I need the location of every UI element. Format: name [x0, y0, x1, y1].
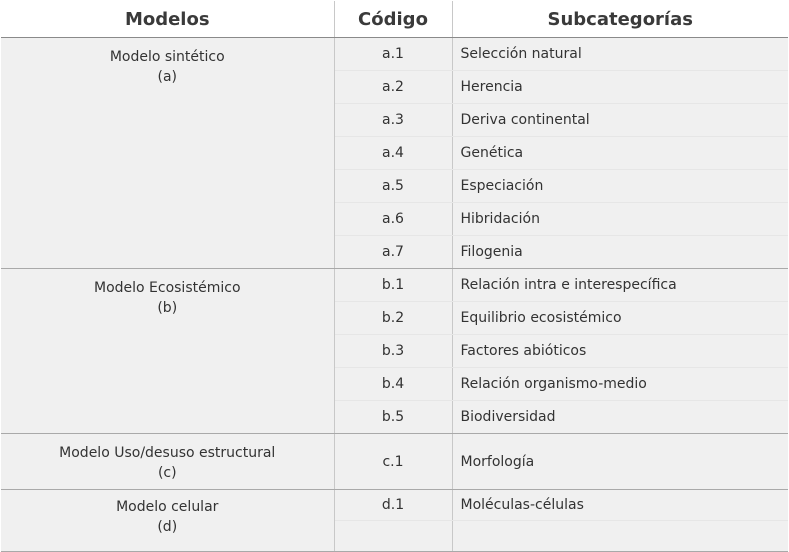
header-row [1, 1, 788, 38]
subcategory-cell: Filogenia [452, 236, 788, 269]
subcategories-table [1, 1, 788, 552]
code-cell [334, 521, 452, 552]
code-cell: a.4 [334, 137, 452, 170]
model-letter: (d) [157, 519, 178, 535]
subcategory-cell: Factores abióticos [452, 335, 788, 368]
code-cell: a.1 [334, 38, 452, 71]
subcategory-cell: Especiación [452, 170, 788, 203]
code-cell: a.7 [334, 236, 452, 269]
model-name: Modelo celular [116, 499, 219, 515]
subcategory-cell: Deriva continental [452, 104, 788, 137]
table-row [1, 38, 788, 71]
subcategory-cell: Equilibrio ecosistémico [452, 302, 788, 335]
code-cell: b.2 [334, 302, 452, 335]
model-cell [1, 490, 334, 552]
subcategory-cell: Selección natural [452, 38, 788, 71]
subcategory-cell: Relación intra e interespecífica [452, 269, 788, 302]
subcategory-cell: Herencia [452, 71, 788, 104]
subcategory-cell: Genética [452, 137, 788, 170]
subcategory-cell: Hibridación [452, 203, 788, 236]
model-cell [1, 434, 334, 490]
code-cell: a.2 [334, 71, 452, 104]
code-cell: c.1 [334, 434, 452, 490]
model-letter: (b) [157, 300, 178, 316]
model-cell [1, 38, 334, 269]
subcategory-cell: Relación organismo-medio [452, 368, 788, 401]
model-name: Modelo Uso/desuso estructural [59, 445, 276, 461]
subcategory-cell: Morfología [452, 434, 788, 490]
code-cell: d.1 [334, 490, 452, 521]
model-letter: (a) [157, 69, 177, 85]
model-cell [1, 269, 334, 434]
table-row [1, 269, 788, 302]
code-cell: a.5 [334, 170, 452, 203]
table-row [1, 490, 788, 521]
subcategory-cell: Moléculas-células [452, 490, 788, 521]
subcategory-cell: Biodiversidad [452, 401, 788, 434]
model-letter: (c) [157, 465, 177, 481]
header-models: Modelos [1, 1, 334, 38]
header-code: Código [334, 1, 452, 38]
subcategory-cell [452, 521, 788, 552]
model-name: Modelo Ecosistémico [93, 280, 241, 296]
code-cell: b.1 [334, 269, 452, 302]
code-cell: a.3 [334, 104, 452, 137]
model-name: Modelo sintético [109, 49, 225, 65]
table-row [1, 434, 788, 490]
code-cell: b.5 [334, 401, 452, 434]
code-cell: b.4 [334, 368, 452, 401]
code-cell: a.6 [334, 203, 452, 236]
header-subcategories: Subcategorías [452, 1, 788, 38]
code-cell: b.3 [334, 335, 452, 368]
